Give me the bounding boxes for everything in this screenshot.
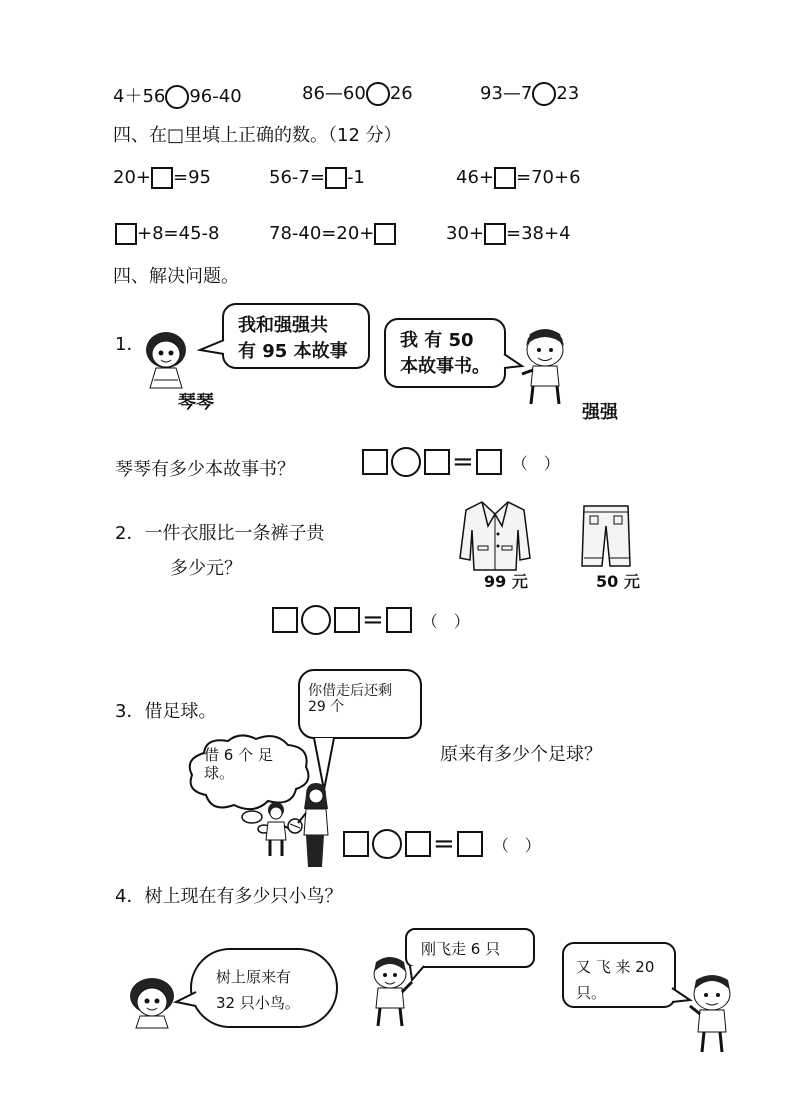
speech-line: 有 95 本故事 [238, 341, 348, 362]
fill-pre: 30+ [446, 223, 484, 244]
answer-box[interactable] [405, 831, 431, 857]
speech-line: 刚飞走 6 只 [421, 940, 501, 958]
answer-box[interactable] [151, 167, 173, 189]
problem-2-line-1: 2．一件衣服比一条裤子贵 [115, 523, 325, 544]
speech-line: 我和强强共 [238, 315, 328, 336]
speech-line: 树上原来有 [216, 968, 292, 986]
fill-item-6 [446, 223, 571, 245]
thought-line: 借 6 个 足 [204, 746, 273, 764]
answer-box[interactable] [272, 607, 298, 633]
fill-pre: 78-40=20+ [269, 223, 375, 244]
problem-1-question: 琴琴有多少本故事书？ [115, 459, 295, 480]
problem-3-question: 原来有多少个足球？ [440, 744, 602, 765]
boy-figure-icon [516, 328, 574, 408]
boy-speech-bubble [384, 318, 506, 388]
fill-post: =95 [173, 167, 211, 188]
jacket-price: 99 元 [484, 572, 528, 591]
answer-box[interactable] [325, 167, 347, 189]
answer-box[interactable] [334, 607, 360, 633]
thought-line: 球。 [204, 764, 235, 782]
compare-left: 4＋56 [113, 86, 166, 107]
fill-pre: 56-7= [269, 167, 325, 188]
problem-1-equation [362, 447, 560, 477]
boy-speech-bubble [405, 928, 535, 968]
compare-right: 26 [389, 83, 413, 104]
answer-box[interactable] [362, 449, 388, 475]
fill-pre: 20+ [113, 167, 151, 188]
boy-name-label: 强强 [582, 402, 618, 423]
compare-left: 93—7 [480, 83, 533, 104]
section-fill-title: 四、在□里填上正确的数。（12 分） [113, 125, 402, 146]
unit-paren[interactable]: （ ） [421, 611, 470, 631]
jacket-icon [458, 500, 532, 572]
boy-figure-icon [686, 976, 738, 1056]
answer-box[interactable] [343, 831, 369, 857]
equals-sign: = [433, 829, 455, 859]
answer-box[interactable] [374, 223, 396, 245]
problem-3-title: 3．借足球。 [115, 701, 217, 722]
compare-right: 23 [556, 83, 580, 104]
problem-1-number: 1． [115, 334, 145, 355]
compare-item-3 [480, 82, 579, 106]
girl-figure-icon [126, 976, 178, 1028]
speech-line: 32 只小鸟。 [216, 994, 300, 1012]
compare-circle[interactable] [165, 85, 189, 109]
compare-circle[interactable] [366, 82, 390, 106]
boy-2-speech-bubble [562, 942, 676, 1008]
speech-line: 你借走后还剩 [308, 683, 392, 699]
speech-line: 本故事书。 [400, 356, 490, 377]
answer-box[interactable] [115, 223, 137, 245]
compare-item-1 [113, 82, 242, 109]
fill-item-3 [456, 167, 581, 189]
fill-item-5 [269, 223, 396, 245]
problem-2-line-2: 多少元？ [170, 558, 242, 579]
compare-circle[interactable] [532, 82, 556, 106]
pants-icon [580, 504, 632, 568]
bubble-tail [408, 964, 428, 982]
operator-circle[interactable] [372, 829, 402, 859]
equals-sign: = [452, 447, 474, 477]
equals-sign: = [362, 605, 384, 635]
teacher-speech-bubble [298, 669, 422, 739]
fill-post: =38+4 [506, 223, 571, 244]
compare-item-2 [302, 82, 413, 106]
bubble-tail [198, 338, 228, 358]
speech-line: 只。 [576, 984, 607, 1002]
fill-post: -1 [346, 167, 365, 188]
fill-post: +8=45-8 [137, 223, 220, 244]
fill-item-4 [115, 223, 219, 245]
answer-box[interactable] [424, 449, 450, 475]
girl-name-label: 琴琴 [178, 392, 214, 413]
operator-circle[interactable] [391, 447, 421, 477]
section-problems-title: 四、解决问题。 [113, 266, 239, 287]
speech-line: 29 个 [308, 699, 345, 715]
unit-paren[interactable]: （ ） [492, 835, 541, 855]
bubble-tail [174, 990, 198, 1010]
compare-left: 86—60 [302, 83, 366, 104]
fill-post: =70+6 [516, 167, 581, 188]
unit-paren[interactable]: （ ） [511, 453, 560, 473]
answer-box[interactable] [386, 607, 412, 633]
fill-item-1 [113, 167, 211, 189]
speech-line: 我 有 50 [400, 330, 474, 351]
thought-text [204, 746, 273, 782]
teacher-figure-icon [298, 783, 332, 869]
speech-line: 又 飞 来 20 [576, 958, 655, 976]
compare-right: 96-40 [189, 86, 242, 107]
girl-speech-bubble [222, 303, 370, 369]
operator-circle[interactable] [301, 605, 331, 635]
fill-pre: 46+ [456, 167, 494, 188]
problem-2-equation [272, 605, 470, 635]
answer-box[interactable] [457, 831, 483, 857]
problem-3-equation [343, 829, 541, 859]
pants-price: 50 元 [596, 572, 640, 591]
girl-speech-bubble [190, 948, 338, 1028]
answer-box[interactable] [494, 167, 516, 189]
fill-item-2 [269, 167, 365, 189]
answer-box[interactable] [476, 449, 502, 475]
answer-box[interactable] [484, 223, 506, 245]
problem-4-title: 4．树上现在有多少只小鸟？ [115, 886, 343, 907]
